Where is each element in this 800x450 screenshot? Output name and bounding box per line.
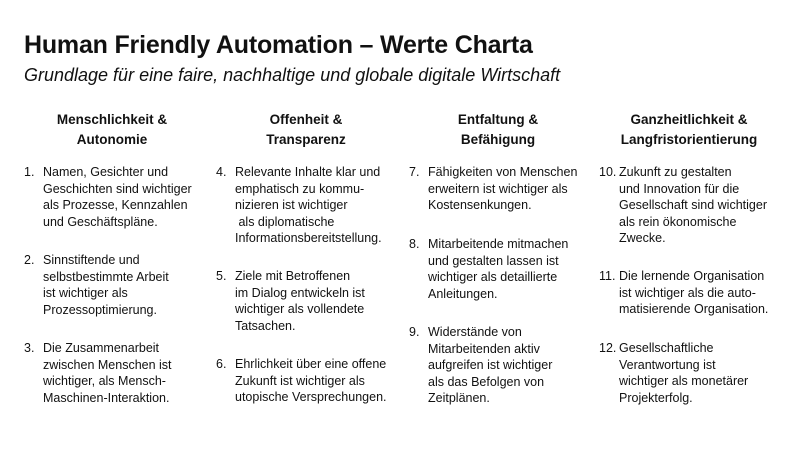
column-heading-line: Transparenz: [266, 132, 346, 147]
item-line: Prozessoptimierung.: [43, 302, 157, 317]
item-number: 6.: [216, 357, 227, 371]
item-line: als rein ökonomische: [619, 214, 737, 229]
item-number: 8.: [409, 237, 420, 251]
item-line: Zukunft ist wichtiger als: [235, 373, 365, 388]
item-line: Geschichten sind wichtiger: [43, 181, 192, 196]
page-title: Human Friendly Automation – Werte Charta: [24, 31, 533, 59]
item-number: 3.: [24, 341, 35, 355]
item-line: und gestalten lassen ist: [428, 253, 559, 268]
column-heading-line: Autonomie: [76, 132, 148, 147]
item-line: Ehrlichkeit über eine offene: [235, 357, 387, 371]
item-line: ist wichtiger als die auto-: [619, 285, 756, 300]
item-line: und Geschäftspläne.: [43, 214, 158, 229]
column-heading: [409, 110, 587, 150]
item-line: Verantwortung ist: [619, 357, 716, 372]
column-heading-line: Befähigung: [460, 132, 536, 147]
item-line: Gesellschaftliche: [619, 341, 714, 355]
item-line: im Dialog entwickeln ist: [235, 285, 365, 300]
column-heading-line: Offenheit &: [269, 112, 343, 127]
column-heading-line: Entfaltung &: [457, 112, 539, 127]
item-number: 10.: [599, 165, 617, 179]
item-line: Mitarbeitende mitmachen: [428, 237, 569, 251]
item-line: Kostensenkungen.: [428, 198, 532, 212]
item-line: erweitern ist wichtiger als: [428, 181, 568, 196]
item-line: Projekterfolg.: [619, 390, 693, 405]
item-line: Mitarbeitenden aktiv: [428, 341, 540, 356]
item-line: Sinnstiftende und: [43, 253, 140, 267]
item-line: als das Befolgen von: [428, 374, 545, 389]
item-line: ist wichtiger als: [43, 286, 128, 300]
item-line: Zwecke.: [619, 231, 666, 245]
column-heading-line: Langfristorientierung: [620, 132, 758, 147]
item-line: Zeitplänen.: [428, 391, 490, 405]
item-line: wichtiger als detaillierte: [428, 270, 558, 284]
item-line: matisierende Organisation.: [619, 302, 769, 316]
item-line: Fähigkeiten von Menschen: [428, 165, 578, 179]
item-line: Gesellschaft sind wichtiger: [619, 198, 767, 212]
item-line: emphatisch zu kommu-: [235, 181, 365, 196]
column-heading: [216, 110, 396, 150]
column-heading: [599, 110, 779, 150]
item-line: wichtiger als monetärer: [619, 374, 749, 388]
page-subtitle: Grundlage für eine faire, nachhaltige und globale digitale Wirtschaft: [24, 65, 561, 85]
column-heading-line: Ganzheitlichkeit &: [630, 112, 748, 127]
item-number: 11.: [599, 269, 616, 283]
item-line: Relevante Inhalte klar und: [235, 165, 381, 179]
item-line: Ziele mit Betroffenen: [235, 269, 351, 283]
item-line: nizieren ist wichtiger: [235, 198, 348, 212]
item-line: Die lernende Organisation: [619, 269, 765, 283]
item-line: Maschinen-Interaktion.: [43, 390, 170, 405]
item-number: 1.: [24, 165, 35, 179]
item-line: Namen, Gesichter und: [43, 165, 169, 179]
item-number: 12.: [599, 341, 617, 355]
column-heading: [24, 110, 200, 150]
item-line: Die Zusammenarbeit: [43, 341, 160, 355]
item-line: als Prozesse, Kennzahlen: [43, 198, 188, 212]
item-number: 2.: [24, 253, 35, 267]
item-number: 7.: [409, 165, 420, 179]
item-line: zwischen Menschen ist: [43, 357, 172, 372]
item-line: Widerstände von: [428, 325, 522, 339]
item-number: 9.: [409, 325, 420, 339]
item-line: utopische Versprechungen.: [235, 390, 387, 404]
item-number: 4.: [216, 165, 227, 179]
item-line: aufgreifen ist wichtiger: [428, 358, 553, 372]
item-line: Zukunft zu gestalten: [619, 165, 732, 179]
item-line: selbstbestimmte Arbeit: [43, 269, 169, 284]
item-number: 5.: [216, 269, 227, 283]
item-line: Anleitungen.: [428, 286, 498, 301]
item-line: als diplomatische: [235, 214, 335, 229]
item-line: wichtiger als vollendete: [235, 302, 365, 316]
item-line: Tatsachen.: [235, 318, 296, 333]
item-line: wichtiger, als Mensch-: [43, 374, 166, 388]
item-line: und Innovation für die: [619, 181, 740, 196]
column-heading-line: Menschlichkeit &: [56, 112, 168, 127]
item-line: Informationsbereitstellung.: [235, 231, 382, 245]
